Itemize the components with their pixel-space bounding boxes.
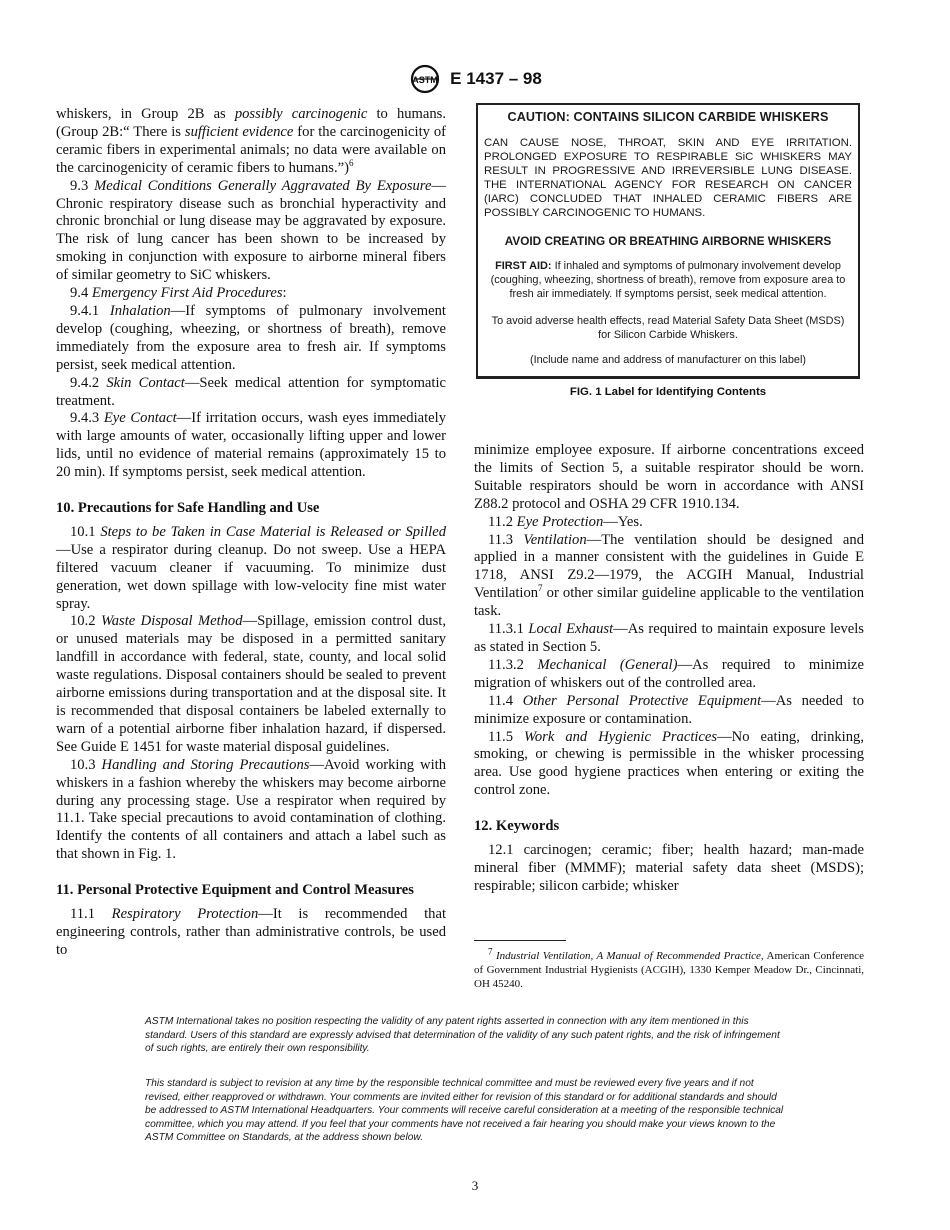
revision-notice: This standard is subject to revision at any time by the responsible technical committee and must be reviewed every five years and if not revised, either reapproved or withdrawn. Your comments are invited either for revision of this standard or for additional standards and should be addressed to ASTM International Headquarters. Your comments will receive careful consideration at a meeting of the responsible technical committee, which you may attend. If you feel that your comments have not received a fair hearing you should make your views known to the ASTM Committee on Standards, at the address shown below.	[145, 1078, 784, 1144]
page-header	[0, 64, 950, 94]
section-11-2: 11.2 Eye Protection—Yes.	[488, 513, 643, 530]
section-11-3: 11.3 Ventilation—The ventilation should be designed and applied in a manner consistent with the guidelines in Guide E 1718, ANSI Z9.2—1979, the ACGIH Manual, Industrial Ventilation$^7$ or other similar guideline applicable to the ventilation task.	[474, 531, 864, 620]
right-column	[474, 442, 864, 896]
page-number: 3	[471, 1178, 479, 1193]
section-9-4-3: 9.4.3 Eye Contact—If irritation occurs, wash eyes immediately with large amounts of water, occasionally lifting upper and lower lids, until no evidence of material remains (approximately 15 to 20 min). If symptoms persist, seek medical attention.	[56, 410, 447, 481]
section-11-1-continued: minimize employee exposure. If airborne concentrations exceed the limits of Section 5, a suitable respirator should be worn. Suitable respirators should be worn in accordance with ANSI Z88.2 protocol and OSHA 29 CFR 1910.134.	[474, 442, 864, 512]
logo-text: ASTM	[412, 75, 438, 85]
section-10-1: 10.1 Steps to be Taken in Case Material is Released or Spilled—Use a respirator during cleanup. Do not sweep. Use a HEPA filtered vacuum cleaner if vacuuming. To minimize dust generation, wet down spillage with low-velocity fine mist water spray.	[56, 523, 446, 612]
section-9-4-1: 9.4.1 Inhalation—If symptoms of pulmonary involvement develop (coughing, wheezing, or shortness of breath), remove immediately from the exposure area to fresh air. If symptoms persist, seek medical attention.	[56, 302, 446, 373]
standard-designation: E 1437 – 98	[450, 69, 542, 88]
label-msds-note: To avoid adverse health effects, read Material Safety Data Sheet (MSDS) for Silicon Carbide Whiskers.	[491, 315, 845, 342]
section-11-5: 11.5 Work and Hygienic Practices—No eating, drinking, smoking, or chewing is permissible in the whisker processing area. Use good hygiene practices when entering or exiting the control zone.	[474, 728, 864, 799]
section-11-4: 11.4 Other Personal Protective Equipment—As needed to minimize exposure or contamination.	[474, 692, 864, 727]
footnote-divider	[474, 940, 566, 941]
label-first-aid: FIRST AID: If inhaled and symptoms of pulmonary involvement develop (coughing, wheezing, shortness of breath), remove from exposure area to fresh air immediately. If symptoms persist, seek medical attention.	[490, 260, 846, 300]
section-9-3: 9.3 Medical Conditions Generally Aggravated By Exposure—Chronic respiratory disease such as bronchial hyperactivity and chronic bronchial or lung disease may be aggravated by exposure. The risk of lung cancer has been shown to be increased by smoking in conjunction with exposure to airborne mineral fibers of similar geometry to SiC whiskers.	[56, 177, 447, 284]
left-column	[56, 106, 446, 960]
astm-logo-icon	[408, 64, 442, 94]
label-hazard-text: CAN CAUSE NOSE, THROAT, SKIN AND EYE IRRITATION. PROLONGED EXPOSURE TO RESPIRABLE SiC WHISKERS MAY RESULT IN PROGRESSIVE AND IRREVERSIBLE LUNG DISEASE. THE INTERNATIONAL AGENCY FOR RESEARCH ON CANCER (IARC) CONCLUDED THAT INHALED CERAMIC FIBERS ARE POSSIBLY CARCINOGENIC TO HUMANS.	[484, 137, 852, 219]
section-10-heading: 10. Precautions for Safe Handling and Use	[56, 500, 320, 517]
section-10-2: 10.2 Waste Disposal Method—Spillage, emission control dust, or unused materials may be disposed in a permitted sanitary landfill in accordance with federal, state, county, and local solid waste regulations. Disposal containers should be sealed to prevent airborne emissions during transportation and at the disposal site. It is recommended that disposal containers be labeled externally to warn of a potential airborne fiber inhalation hazard, if dispersed. See Guide E 1451 for waste material disposal guidelines.	[56, 613, 446, 755]
section-12-1: 12.1 carcinogen; ceramic; fiber; health hazard; man-made mineral fiber (MMMF); material safety data sheet (MSDS); respirable; silicon carbide; whisker	[474, 842, 864, 894]
label-title: CAUTION: CONTAINS SILICON CARBIDE WHISKERS	[507, 110, 829, 124]
section-9-4-2: 9.4.2 Skin Contact—Seek medical attention for symptomatic treatment.	[56, 374, 446, 409]
section-12-heading: 12. Keywords	[474, 818, 560, 835]
label-include-note: (Include name and address of manufacturer on this label)	[529, 353, 807, 366]
figure-caption: FIG. 1 Label for Identifying Contents	[569, 386, 767, 398]
section-11-3-1: 11.3.1 Local Exhaust—As required to maintain exposure levels as stated in Section 5.	[474, 621, 864, 655]
label-avoid-warning: AVOID CREATING OR BREATHING AIRBORNE WHISKERS	[504, 234, 832, 248]
caution-label-figure	[476, 103, 860, 379]
section-10-3: 10.3 Handling and Storing Precautions—Avoid working with whiskers in a fashion whereby the whiskers may become airborne during any processing stage. Use a respirator when required by 11.1. Take special precautions to avoid contamination of clothing. Identify the contents of all containers and attach a label such as that shown in Fig. 1.	[56, 756, 446, 863]
patent-notice: ASTM International takes no position respecting the validity of any patent rights asserted in connection with any item mentioned in this standard. Users of this standard are expressly advised that determination of the validity of any such patent rights, and the risk of infringement of such rights, are entirely their own responsibility.	[145, 1016, 780, 1055]
section-11-3-2: 11.3.2 Mechanical (General)—As required to minimize migration of whiskers out of the controlled area.	[474, 656, 865, 691]
section-11-1: 11.1 Respiratory Protection—It is recommended that engineering controls, rather than administrative controls, be used to	[56, 906, 447, 958]
section-11-heading: 11. Personal Protective Equipment and Control Measures	[56, 882, 414, 899]
carcinogenicity-paragraph: whiskers, in Group 2B as possibly carcinogenic to humans. (Group 2B:“ There is sufficient evidence for the carcinogenicity of ceramic fibers in experimental animals; no data were available on the carcinogenicity of ceramic fibers to humans.”)$^6$	[56, 106, 447, 176]
footnote-7: $^7$ Industrial Ventilation, A Manual of Recommended Practice, American Conference of Government Industrial Hygienists (ACGIH), 1330 Kemper Meadow Dr., Cincinnati, OH 45240.	[474, 946, 865, 990]
section-9-4: 9.4 Emergency First Aid Procedures:	[70, 285, 287, 302]
